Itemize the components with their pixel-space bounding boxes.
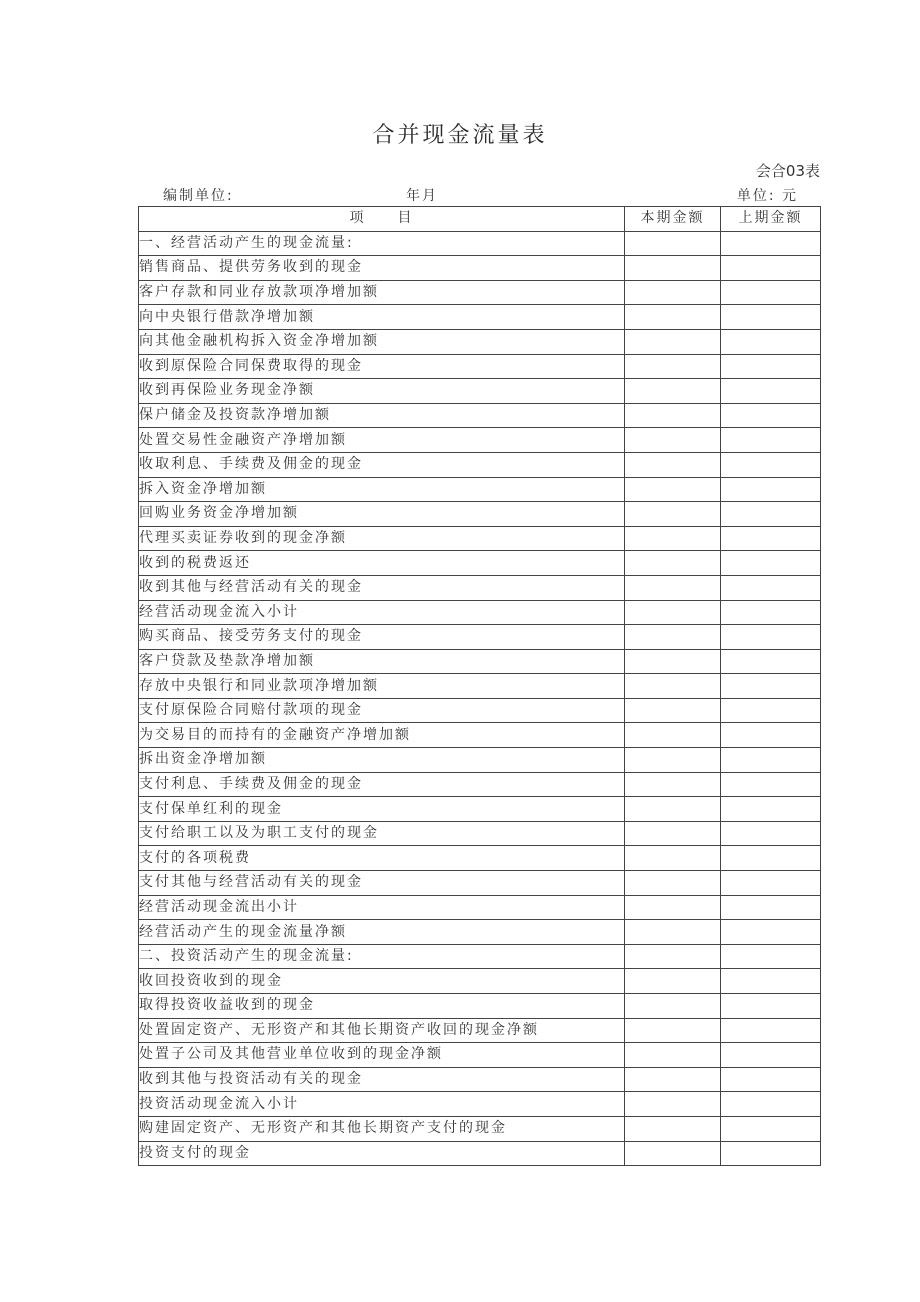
row-item-label: 销售商品、提供劳务收到的现金: [139, 256, 625, 281]
previous-amount-cell[interactable]: [721, 846, 821, 871]
table-row: [139, 821, 821, 846]
currency-unit-label: 单位: 元: [736, 188, 798, 204]
previous-amount-cell[interactable]: [721, 305, 821, 330]
table-row: [139, 280, 821, 305]
table-row: [139, 1092, 821, 1117]
current-amount-cell[interactable]: [625, 526, 721, 551]
previous-amount-cell[interactable]: [721, 403, 821, 428]
table-row: [139, 944, 821, 969]
table-row: [139, 502, 821, 527]
table-row: [139, 575, 821, 600]
current-amount-cell[interactable]: [625, 575, 721, 600]
previous-amount-cell[interactable]: [721, 551, 821, 576]
current-amount-cell[interactable]: [625, 428, 721, 453]
row-item-label: 支付的各项税费: [139, 846, 625, 871]
current-amount-cell[interactable]: [625, 797, 721, 822]
table-row: [139, 477, 821, 502]
table-row: [139, 994, 821, 1019]
previous-amount-cell[interactable]: [721, 871, 821, 896]
previous-amount-cell[interactable]: [721, 428, 821, 453]
row-item-label: 支付原保险合同赔付款项的现金: [139, 698, 625, 723]
table-row: [139, 231, 821, 256]
current-amount-cell[interactable]: [625, 1043, 721, 1068]
previous-amount-cell[interactable]: [721, 526, 821, 551]
table-row: [139, 354, 821, 379]
table-row: [139, 895, 821, 920]
row-item-label: 客户贷款及垫款净增加额: [139, 649, 625, 674]
table-row: [139, 1067, 821, 1092]
form-number: 会合03表: [755, 162, 820, 180]
previous-amount-cell[interactable]: [721, 944, 821, 969]
table-row: [139, 723, 821, 748]
row-item-label: 经营活动现金流出小计: [139, 895, 625, 920]
row-item-label: 代理买卖证券收到的现金净额: [139, 526, 625, 551]
row-item-label: 支付给职工以及为职工支付的现金: [139, 821, 625, 846]
row-item-label: 经营活动现金流入小计: [139, 600, 625, 625]
table-row: [139, 551, 821, 576]
current-amount-cell[interactable]: [625, 502, 721, 527]
table-row: [139, 256, 821, 281]
current-amount-cell[interactable]: [625, 600, 721, 625]
row-item-label: 经营活动产生的现金流量净额: [139, 920, 625, 945]
table-row: [139, 1141, 821, 1166]
current-amount-cell[interactable]: [625, 231, 721, 256]
previous-amount-cell[interactable]: [721, 1116, 821, 1141]
row-item-label: 拆入资金净增加额: [139, 477, 625, 502]
period-label: 年月: [406, 188, 438, 204]
previous-amount-cell[interactable]: [721, 452, 821, 477]
previous-amount-cell[interactable]: [721, 1043, 821, 1068]
table-row: [139, 846, 821, 871]
meta-row: [138, 185, 820, 205]
previous-amount-cell[interactable]: [721, 280, 821, 305]
row-item-label: 支付其他与经营活动有关的现金: [139, 871, 625, 896]
table-row: [139, 1018, 821, 1043]
row-item-label: 投资活动现金流入小计: [139, 1092, 625, 1117]
table-header-row: [139, 207, 821, 232]
table-row: [139, 625, 821, 650]
row-item-label: 取得投资收益收到的现金: [139, 994, 625, 1019]
table-row: [139, 403, 821, 428]
previous-amount-cell[interactable]: [721, 600, 821, 625]
row-item-label: 支付保单红利的现金: [139, 797, 625, 822]
current-amount-cell[interactable]: [625, 821, 721, 846]
previous-amount-cell[interactable]: [721, 895, 821, 920]
table-row: [139, 379, 821, 404]
previous-amount-cell[interactable]: [721, 502, 821, 527]
current-amount-cell[interactable]: [625, 674, 721, 699]
document-title: 合并现金流量表: [372, 123, 548, 148]
row-item-label: 为交易目的而持有的金融资产净增加额: [139, 723, 625, 748]
table-row: [139, 428, 821, 453]
row-item-label: 收取利息、手续费及佣金的现金: [139, 452, 625, 477]
table-row: [139, 871, 821, 896]
row-item-label: 支付利息、手续费及佣金的现金: [139, 772, 625, 797]
current-amount-cell[interactable]: [625, 920, 721, 945]
previous-amount-cell[interactable]: [721, 379, 821, 404]
current-amount-cell[interactable]: [625, 772, 721, 797]
current-amount-cell[interactable]: [625, 969, 721, 994]
row-item-label: 向中央银行借款净增加额: [139, 305, 625, 330]
current-amount-cell[interactable]: [625, 305, 721, 330]
table-row: [139, 1116, 821, 1141]
table-row: [139, 526, 821, 551]
previous-amount-cell[interactable]: [721, 575, 821, 600]
previous-amount-cell[interactable]: [721, 674, 821, 699]
current-amount-cell[interactable]: [625, 256, 721, 281]
table-row: [139, 305, 821, 330]
current-amount-cell[interactable]: [625, 280, 721, 305]
current-amount-cell[interactable]: [625, 1092, 721, 1117]
current-amount-cell[interactable]: [625, 625, 721, 650]
previous-amount-cell[interactable]: [721, 649, 821, 674]
preparing-unit-label: 编制单位:: [163, 188, 234, 204]
previous-amount-cell[interactable]: [721, 748, 821, 773]
previous-amount-cell[interactable]: [721, 969, 821, 994]
row-item-label: 收到其他与经营活动有关的现金: [139, 575, 625, 600]
previous-amount-cell[interactable]: [721, 772, 821, 797]
previous-amount-cell[interactable]: [721, 1092, 821, 1117]
current-amount-cell[interactable]: [625, 354, 721, 379]
previous-amount-cell[interactable]: [721, 797, 821, 822]
header-item: 项 目: [139, 207, 625, 232]
row-item-label: 保户储金及投资款净增加额: [139, 403, 625, 428]
current-amount-cell[interactable]: [625, 748, 721, 773]
row-item-label: 购买商品、接受劳务支付的现金: [139, 625, 625, 650]
current-amount-cell[interactable]: [625, 403, 721, 428]
previous-amount-cell[interactable]: [721, 625, 821, 650]
current-amount-cell[interactable]: [625, 329, 721, 354]
current-amount-cell[interactable]: [625, 477, 721, 502]
row-item-label: 存放中央银行和同业款项净增加额: [139, 674, 625, 699]
row-item-label: 客户存款和同业存放款项净增加额: [139, 280, 625, 305]
header-current-amount: 本期金额: [625, 207, 721, 232]
previous-amount-cell[interactable]: [721, 1018, 821, 1043]
table-row: [139, 969, 821, 994]
row-item-label: 回购业务资金净增加额: [139, 502, 625, 527]
table-row: [139, 772, 821, 797]
row-item-label: 购建固定资产、无形资产和其他长期资产支付的现金: [139, 1116, 625, 1141]
table-row: [139, 649, 821, 674]
current-amount-cell[interactable]: [625, 1141, 721, 1166]
cash-flow-table-body: [139, 207, 821, 1166]
current-amount-cell[interactable]: [625, 895, 721, 920]
table-row: [139, 698, 821, 723]
current-amount-cell[interactable]: [625, 452, 721, 477]
current-amount-cell[interactable]: [625, 1018, 721, 1043]
current-amount-cell[interactable]: [625, 846, 721, 871]
row-item-label: 处置交易性金融资产净增加额: [139, 428, 625, 453]
row-item-label: 投资支付的现金: [139, 1141, 625, 1166]
table-row: [139, 600, 821, 625]
previous-amount-cell[interactable]: [721, 920, 821, 945]
previous-amount-cell[interactable]: [721, 821, 821, 846]
previous-amount-cell[interactable]: [721, 256, 821, 281]
table-row: [139, 1043, 821, 1068]
current-amount-cell[interactable]: [625, 1116, 721, 1141]
row-item-label: 收到的税费返还: [139, 551, 625, 576]
header-previous-amount: 上期金额: [721, 207, 821, 232]
previous-amount-cell[interactable]: [721, 231, 821, 256]
table-row: [139, 748, 821, 773]
row-item-label: 处置子公司及其他营业单位收到的现金净额: [139, 1043, 625, 1068]
current-amount-cell[interactable]: [625, 551, 721, 576]
previous-amount-cell[interactable]: [721, 698, 821, 723]
current-amount-cell[interactable]: [625, 379, 721, 404]
row-item-label: 二、投资活动产生的现金流量:: [139, 944, 625, 969]
table-row: [139, 452, 821, 477]
table-row: [139, 674, 821, 699]
previous-amount-cell[interactable]: [721, 723, 821, 748]
previous-amount-cell[interactable]: [721, 354, 821, 379]
previous-amount-cell[interactable]: [721, 1067, 821, 1092]
current-amount-cell[interactable]: [625, 698, 721, 723]
table-row: [139, 797, 821, 822]
row-item-label: 收到原保险合同保费取得的现金: [139, 354, 625, 379]
previous-amount-cell[interactable]: [721, 994, 821, 1019]
row-item-label: 收回投资收到的现金: [139, 969, 625, 994]
table-row: [139, 920, 821, 945]
table-row: [139, 329, 821, 354]
current-amount-cell[interactable]: [625, 723, 721, 748]
current-amount-cell[interactable]: [625, 1067, 721, 1092]
row-item-label: 收到其他与投资活动有关的现金: [139, 1067, 625, 1092]
row-item-label: 拆出资金净增加额: [139, 748, 625, 773]
row-item-label: 收到再保险业务现金净额: [139, 379, 625, 404]
current-amount-cell[interactable]: [625, 649, 721, 674]
row-item-label: 处置固定资产、无形资产和其他长期资产收回的现金净额: [139, 1018, 625, 1043]
previous-amount-cell[interactable]: [721, 477, 821, 502]
current-amount-cell[interactable]: [625, 871, 721, 896]
current-amount-cell[interactable]: [625, 994, 721, 1019]
previous-amount-cell[interactable]: [721, 329, 821, 354]
row-item-label: 一、经营活动产生的现金流量:: [139, 231, 625, 256]
previous-amount-cell[interactable]: [721, 1141, 821, 1166]
row-item-label: 向其他金融机构拆入资金净增加额: [139, 329, 625, 354]
cash-flow-table: [138, 206, 821, 1166]
current-amount-cell[interactable]: [625, 944, 721, 969]
